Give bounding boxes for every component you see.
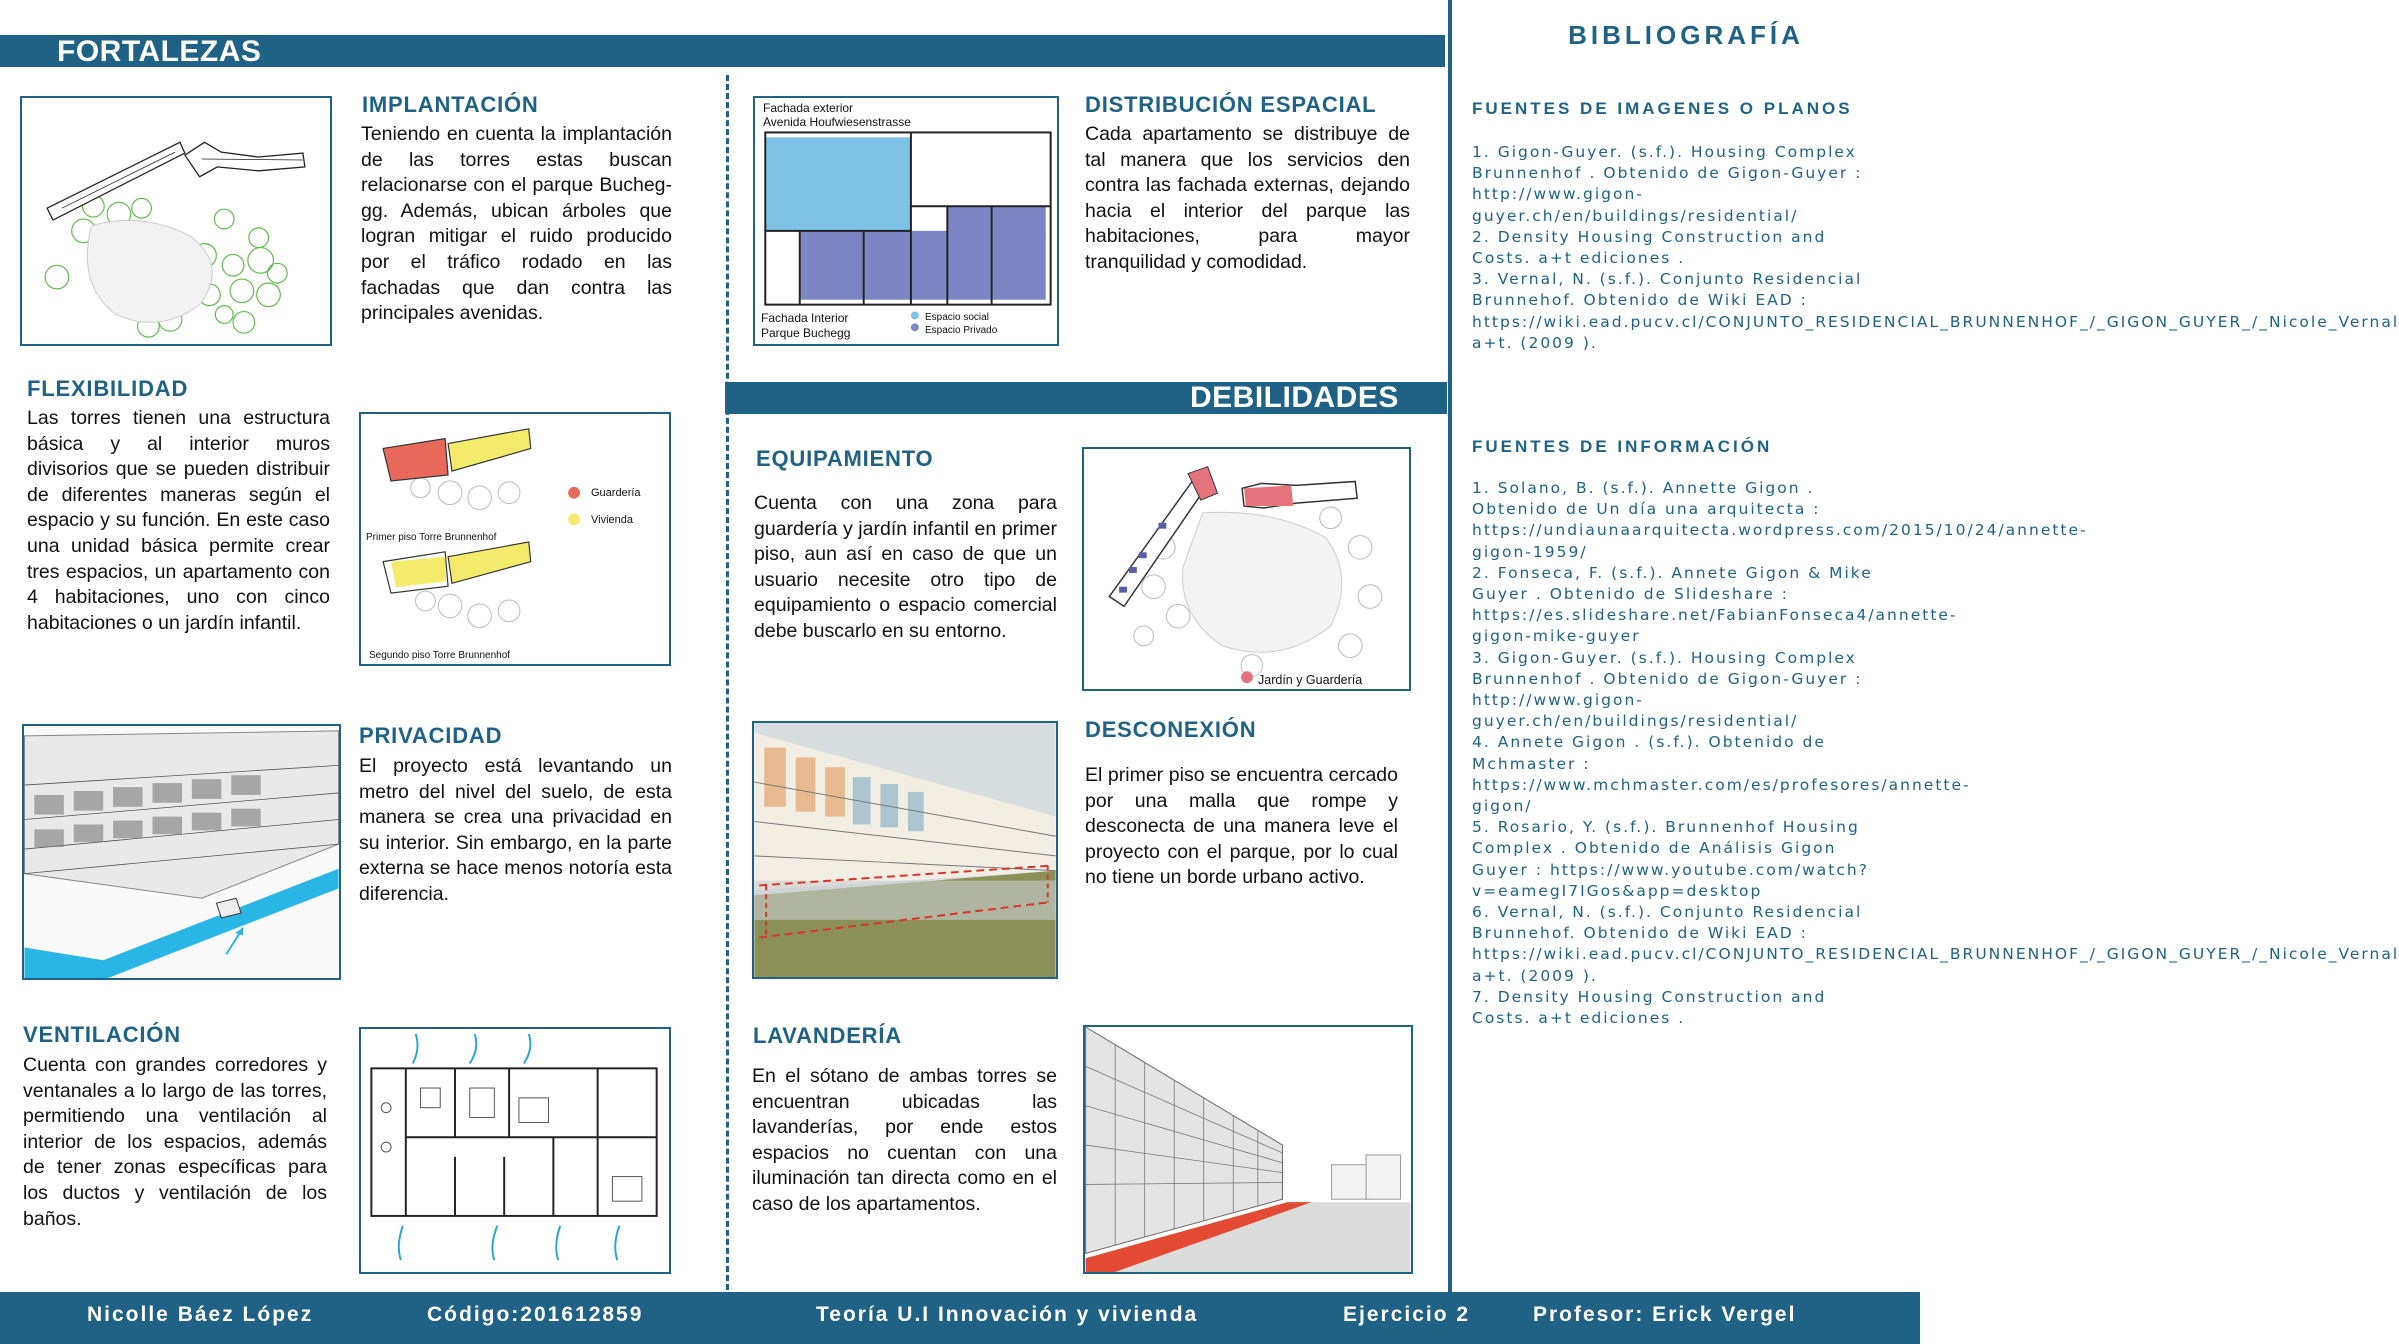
- images-sources-heading: FUENTES DE IMAGENES O PLANOS: [1472, 99, 1853, 118]
- ventilacion-text: Cuenta con grandes corredores y ventanales a lo largo de las torres, permitiendo una ventilación al interior de los espacios, además de tener zonas específicas para los ductos y ventilación de los baños.: [23, 1054, 327, 1230]
- facade-int-line2: Parque Buchegg: [761, 326, 851, 340]
- info-source-6: 6. Vernal, N. (s.f.). Conjunto Residencial Brunnehof. Obtenido de Wiki EAD : https://wiki.ead.pucv.cl/CONJUNTO_RESIDENCIAL_BRUNNENHOF_/_GIGON_GUYER_/_Nicole_Vernal: [1472, 903, 2399, 964]
- implantacion-heading: IMPLANTACIÓN: [362, 92, 539, 117]
- lavanderia-heading: LAVANDERÍA: [753, 1023, 902, 1048]
- floor2-caption: Segundo piso Torre Brunnenhof: [369, 650, 511, 661]
- info-sources-heading: FUENTES DE INFORMACIÓN: [1472, 437, 1773, 456]
- strengths-title: FORTALEZAS: [57, 35, 262, 68]
- facade-ext-label: [761, 101, 913, 129]
- legend-private: Espacio Privado: [925, 325, 998, 336]
- equipment-site-drawing: [1084, 449, 1409, 689]
- street-render-drawing: [1085, 1027, 1411, 1272]
- legend-guarderia: Guardería: [591, 487, 641, 499]
- equipamiento-heading: EQUIPAMIENTO: [756, 446, 934, 471]
- flexibilidad-heading: FLEXIBILIDAD: [27, 376, 189, 401]
- ventilacion-heading: VENTILACIÓN: [23, 1022, 181, 1047]
- ventilation-plan-figure: [359, 1027, 671, 1274]
- implantacion-text: Teniendo en cuenta la implantación de las torres estas buscan relacionarse con el parque Bucheg-gg. Además, ubican árboles que logran mitigar el ruido producido por el tráfico rodado en las fachadas que dan contra las principales avenidas.: [361, 123, 672, 325]
- distribucion-heading: DISTRIBUCIÓN ESPACIAL: [1085, 92, 1377, 117]
- column-divider-right: [1448, 0, 1452, 1292]
- desconexion-text: El primer piso se encuentra cercado por una malla que rompe y desconecta de una manera leve el proyecto con el parque, por lo cual no tiene un borde urbano activo.: [1085, 764, 1398, 889]
- info-source-4: 4. Annete Gigon . (s.f.). Obtenido de Mchmaster : https://www.mchmaster.com/es/profesores/annette-gigon/: [1472, 733, 1971, 816]
- info-source-5: 5. Rosario, Y. (s.f.). Brunnenhof Housing Complex . Obtenido de Análisis Gigon Guyer : https://www.youtube.com/watch?v=eamegI7IGos&app=desktop: [1472, 818, 1869, 900]
- info-source-3: 3. Gigon-Guyer. (s.f.). Housing Complex Brunnenhof . Obtenido de Gigon-Guyer : http://www.gigon-guyer.ch/en/buildings/residential/: [1472, 648, 1863, 731]
- weaknesses-title: DEBILIDADES: [1190, 381, 1399, 414]
- floor-plans-figure: [359, 412, 671, 666]
- facade-int-label: [761, 311, 850, 341]
- distribucion-text: Cada apartamento se distribuye de tal manera que los servicios den contra las fachada externas, dejando hacia el interior del parque las habitaciones, para mayor tranquilidad y comodidad.: [1085, 123, 1410, 273]
- fence-photo-drawing: [754, 723, 1056, 977]
- images-source-3: 3. Vernal, N. (s.f.). Conjunto Residencial Brunnehof. Obtenido de Wiki EAD : https://wiki.ead.pucv.cl/CONJUNTO_RESIDENCIAL_BRUNNENHOF_/_GIGON_GUYER_/_Nicole_Vernal: [1472, 270, 2399, 331]
- images-source-2: 2. Density Housing Construction and Costs. a+t ediciones .: [1472, 227, 1827, 268]
- info-sources-list: [1472, 478, 2399, 1029]
- site-plan-drawing: [22, 98, 330, 344]
- info-source-6-extra: a+t. (2009 ).: [1472, 966, 1598, 985]
- desconexion-heading: DESCONEXIÓN: [1085, 717, 1257, 742]
- footer-professor: Profesor: Erick Vergel: [1533, 1303, 1797, 1326]
- images-source-1: 1. Gigon-Guyer. (s.f.). Housing Complex Brunnenhof . Obtenido de Gigon-Guyer : http://www.gigon-guyer.ch/en/buildings/residential/: [1472, 143, 1863, 225]
- column-divider-dashed: [726, 75, 729, 1290]
- legend-vivienda: Vivienda: [591, 514, 633, 526]
- flexibilidad-text: Las torres tienen una estructura básica y al interior muros divisorios que se pueden distribuir de diferentes maneras según el espacio y su función. En este caso una unidad básica permite crear tres espacios, un apartamento con 4 habitaciones, uno con cinco habitaciones o un jardín infantil.: [27, 407, 330, 634]
- footer-course: Teoría U.I Innovación y vivienda: [816, 1303, 1199, 1326]
- ventilation-plan-drawing: [361, 1029, 669, 1272]
- legend-jardin: Jardín y Guardería: [1258, 673, 1363, 687]
- street-render-figure: [1083, 1025, 1413, 1274]
- fence-photo-figure: [752, 721, 1058, 979]
- footer-exercise: Ejercicio 2: [1343, 1303, 1471, 1326]
- images-sources-list: [1472, 142, 2399, 354]
- privacy-render-figure: [22, 724, 341, 980]
- equipment-site-figure: [1082, 447, 1411, 691]
- distribution-plan-figure: [753, 96, 1059, 346]
- footer-code: Código:201612859: [427, 1303, 644, 1326]
- footer-author: Nicolle Báez López: [87, 1303, 314, 1326]
- site-plan-figure: [20, 96, 332, 346]
- distribution-plan-drawing: [755, 98, 1057, 344]
- facade-int-line1: Fachada Interior: [761, 311, 849, 325]
- floor1-caption: Primer piso Torre Brunnenhof: [366, 532, 497, 543]
- info-source-2: 2. Fonseca, F. (s.f.). Annete Gigon & Mike Guyer . Obtenido de Slideshare : https://es.slideshare.net/FabianFonseca4/annette-gigon-mike-guyer: [1472, 563, 1958, 646]
- bibliography-title: BIBLIOGRAFÍA: [1568, 20, 1804, 50]
- info-source-1: 1. Solano, B. (s.f.). Annette Gigon . Obtenido de Un día una arquitecta : https://undiaunaarquitecta.wordpress.com/2015/10/24/annette-gigon-1959/: [1472, 479, 2088, 561]
- privacidad-text: El proyecto está levantando un metro del nivel del suelo, de esta manera se crea una privacidad en su interior. Sin embargo, en la parte externa se hace menos notoría esta diferencia.: [359, 755, 672, 905]
- privacidad-heading: PRIVACIDAD: [359, 723, 503, 748]
- info-source-7: 7. Density Housing Construction and Costs. a+t ediciones .: [1472, 987, 1827, 1028]
- facade-ext-line1: Fachada exterior: [763, 101, 854, 115]
- lavanderia-text: En el sótano de ambas torres se encuentran ubicadas las lavanderías, por ende estos espacios no cuentan con una iluminación tan directa como en el caso de los apartamentos.: [752, 1065, 1057, 1215]
- equipamiento-text: Cuenta con una zona para guardería y jardín infantil en primer piso, aun así en caso de que un usuario necesite otro tipo de equipamiento o espacio comercial debe buscarlo en su entorno.: [754, 492, 1057, 642]
- images-source-4: a+t. (2009 ).: [1472, 333, 1598, 352]
- legend-social: Espacio social: [925, 312, 989, 323]
- privacy-render-drawing: [24, 726, 339, 978]
- facade-ext-line2: Avenida Houfwiesenstrasse: [763, 115, 911, 129]
